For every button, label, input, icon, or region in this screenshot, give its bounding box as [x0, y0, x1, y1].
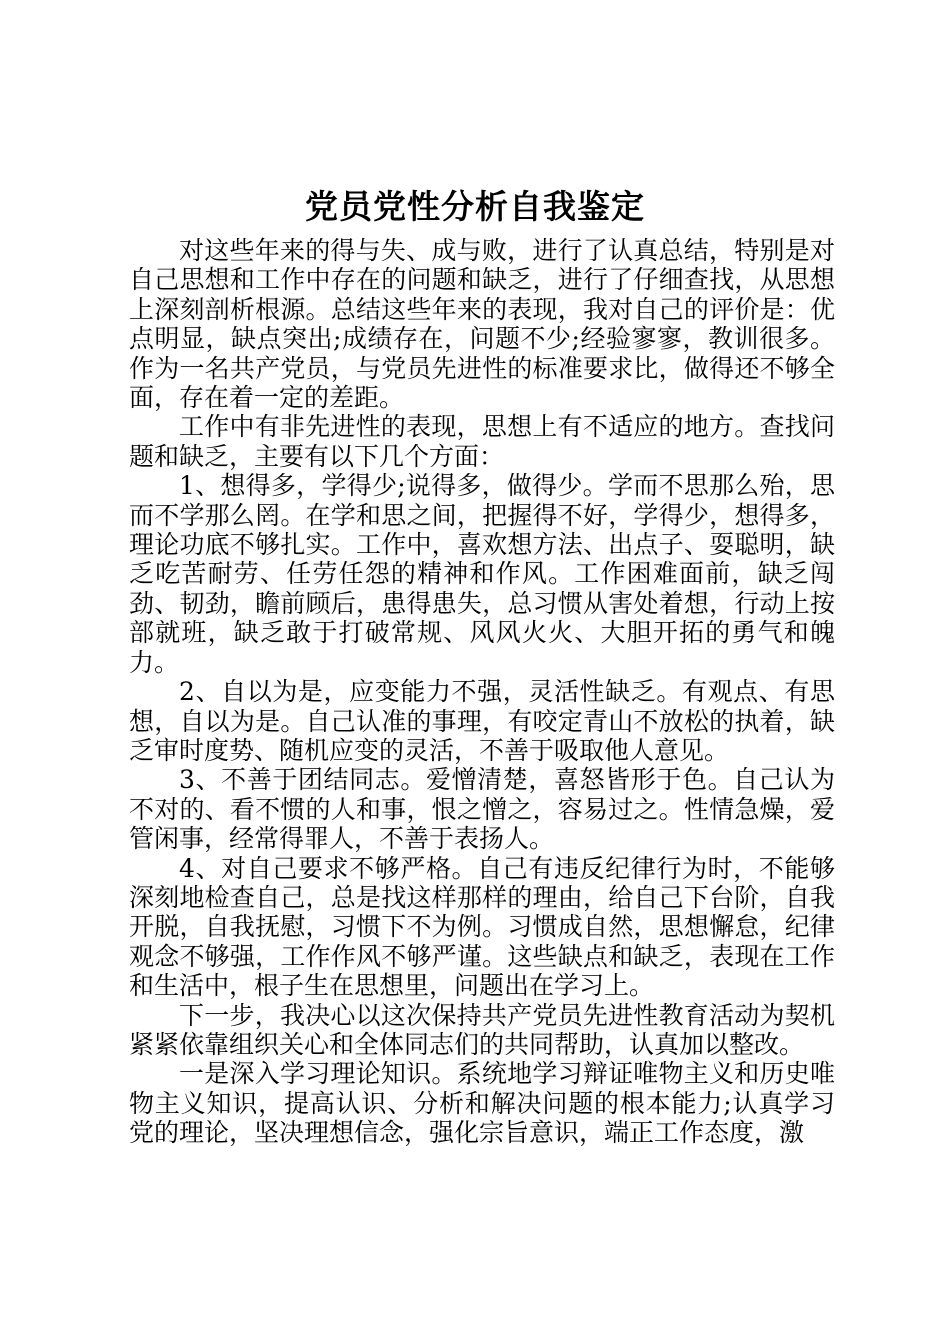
paragraph-point-1: 1、想得多，学得少;说得多，做得少。学而不思那么殆，思而不学那么罔。在学和思之间，把握得不好，学得少，想得多，理论功底不够扎实。工作中，喜欢想方法、出点子、耍聪明，缺乏吃苦耐劳、任劳任怨的精神和作风。工作困难面前，缺乏闯劲、韧劲，瞻前顾后，患得患失，总习惯从害处着想，行动上按部就班，缺乏敢于打破常规、风风火火、大胆开拓的勇气和魄力。: [129, 471, 835, 677]
paragraph-next-step: 下一步，我决心以这次保持共产党员先进性教育活动为契机紧紧依靠组织关心和全体同志们的共同帮助，认真加以整改。: [129, 1000, 835, 1059]
paragraph-point-2: 2、自以为是，应变能力不强，灵活性缺乏。有观点、有思想，自以为是。自己认准的事理，有咬定青山不放松的执着，缺乏审时度势、随机应变的灵活，不善于吸取他人意见。: [129, 677, 835, 765]
paragraph-intro: 对这些年来的得与失、成与败，进行了认真总结，特别是对自己思想和工作中存在的问题和缺乏，进行了仔细查找，从思想上深刻剖析根源。总结这些年来的表现，我对自己的评价是：优点明显，缺点突出;成绩存在，问题不少;经验寥寥，教训很多。作为一名共产党员，与党员先进性的标准要求比，做得还不够全面，存在着一定的差距。: [129, 236, 835, 413]
paragraph-measure-1: 一是深入学习理论知识。系统地学习辩证唯物主义和历史唯物主义知识，提高认识、分析和解决问题的根本能力;认真学习党的理论，坚决理想信念，强化宗旨意识，端正工作态度，激: [129, 1059, 835, 1148]
document-title: 党员党性分析自我鉴定: [305, 187, 645, 226]
paragraph-point-4: 4、对自己要求不够严格。自己有违反纪律行为时，不能够深刻地检查自己，总是找这样那样的理由，给自己下台阶，自我开脱，自我抚慰，习惯下不为例。习惯成自然，思想懈怠，纪律观念不够强，工作作风不够严谨。这些缺点和缺乏，表现在工作和生活中，根子生在思想里，问题出在学习上。: [129, 853, 835, 1001]
document-body: [129, 236, 835, 1148]
paragraph-point-3: 3、不善于团结同志。爱憎清楚，喜怒皆形于色。自己认为不对的、看不惯的人和事，恨之憎之，容易过之。性情急燥，爱管闲事，经常得罪人，不善于表扬人。: [129, 765, 835, 854]
paragraph-overview: 工作中有非先进性的表现，思想上有不适应的地方。查找问题和缺乏，主要有以下几个方面：: [129, 412, 835, 471]
